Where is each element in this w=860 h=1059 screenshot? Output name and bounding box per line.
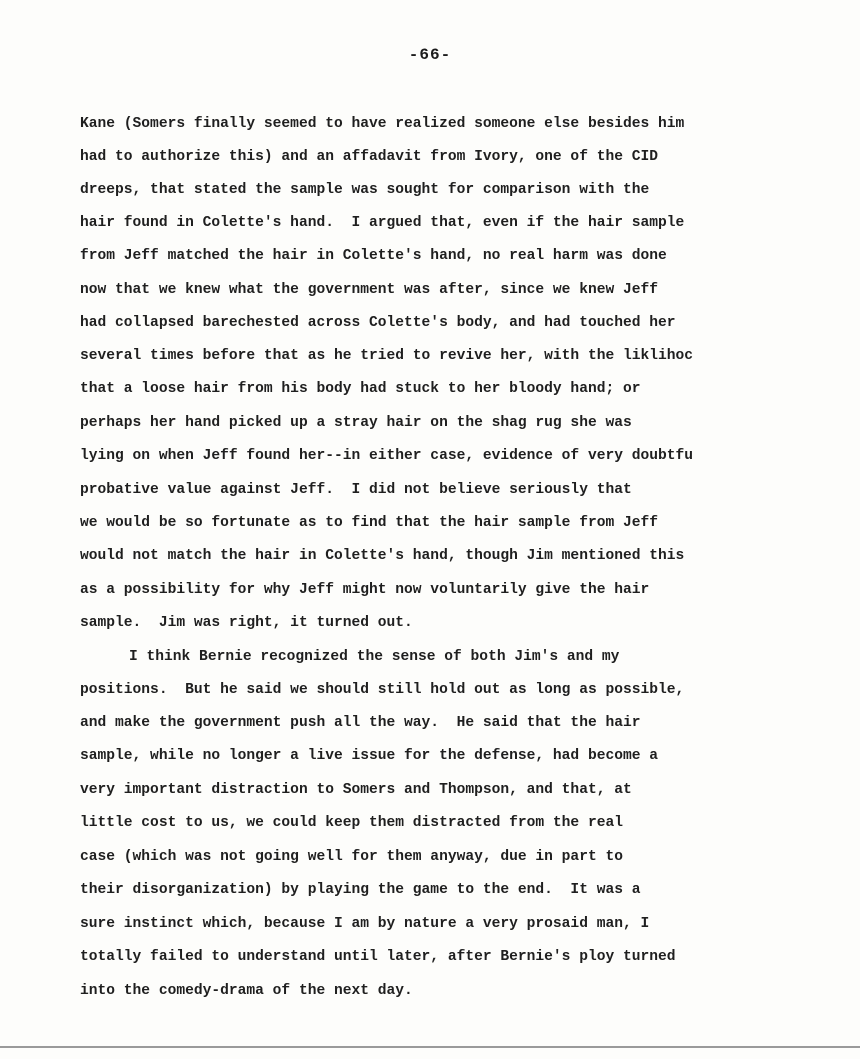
text-line: their disorganization) by playing the game to the end. It was a [80,882,641,898]
text-line: little cost to us, we could keep them distracted from the real [80,815,623,831]
text-line: into the comedy-drama of the next day. [80,983,413,999]
text-line: case (which was not going well for them anyway, due in part to [80,849,623,865]
text-line: hair found in Colette's hand. I argued that, even if the hair sample [80,215,685,231]
text-line: that a loose hair from his body had stuck to her bloody hand; or [80,381,641,397]
text-line: sample. Jim was right, it turned out. [80,615,413,631]
text-line: lying on when Jeff found her--in either case, evidence of very doubtfu [80,448,694,464]
text-line: totally failed to understand until later, after Bernie's ploy turned [80,949,676,965]
text-line: from Jeff matched the hair in Colette's hand, no real harm was done [80,248,667,264]
page-number: -66- [408,46,452,64]
text-line: and make the government push all the way. He said that the hair [80,715,641,731]
text-line: probative value against Jeff. I did not believe seriously that [80,482,632,498]
text-line: Kane (Somers finally seemed to have realized someone else besides him [80,116,685,132]
text-line: positions. But he said we should still hold out as long as possible, [80,682,685,698]
text-line: several times before that as he tried to revive her, with the liklihoc [80,348,694,364]
text-line: sure instinct which, because I am by nature a very prosaid man, I [80,916,650,932]
text-line: had to authorize this) and an affadavit from Ivory, one of the CID [80,149,659,165]
text-line: would not match the hair in Colette's hand, though Jim mentioned this [80,548,685,564]
text-line: we would be so fortunate as to find that the hair sample from Jeff [80,515,659,531]
text-line: I think Bernie recognized the sense of both Jim's and my [129,649,620,665]
text-line: dreeps, that stated the sample was sought for comparison with the [80,182,650,198]
page-bottom-edge [0,1046,860,1048]
text-line: as a possibility for why Jeff might now voluntarily give the hair [80,582,650,598]
text-line: now that we knew what the government was after, since we knew Jeff [80,282,659,298]
text-line: very important distraction to Somers and Thompson, and that, at [80,782,632,798]
text-line: sample, while no longer a live issue for the defense, had become a [80,748,659,764]
text-line: had collapsed barechested across Colette's body, and had touched her [80,315,676,331]
text-line: perhaps her hand picked up a stray hair on the shag rug she was [80,415,632,431]
